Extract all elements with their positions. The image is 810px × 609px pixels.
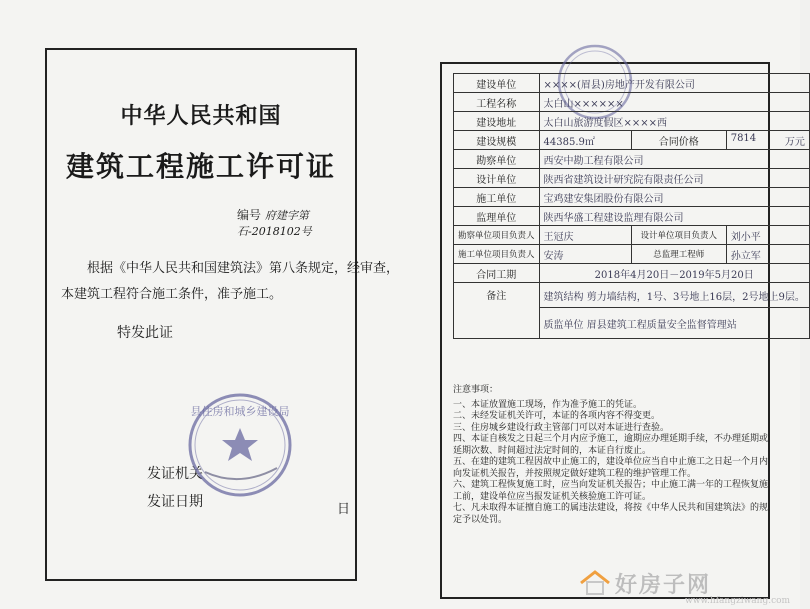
permit-number-label: 编号: [237, 208, 262, 222]
row-value: ××××(眉县)房地产开发有限公司: [539, 74, 809, 93]
day-char: 日: [337, 502, 351, 517]
permit-cover-frame: [45, 48, 400, 581]
note-item: 一、本证放置施工现场，作为准予施工的凭证。: [453, 399, 643, 410]
row-label: 建设地址: [454, 112, 540, 131]
house-logo-icon: [579, 570, 611, 596]
permit-body-line-2: 本建筑工程符合施工条件，准予施工。: [61, 287, 283, 302]
row-value: 陕西省建筑设计研究院有限责任公司: [539, 169, 809, 188]
table-row: [454, 264, 810, 283]
row-label: 工程名称: [454, 93, 540, 112]
watermark-url: www.hfangziwang.com: [685, 596, 791, 606]
row-value: 2018年4月20日－2019年5月20日: [539, 264, 809, 283]
table-row: [454, 283, 810, 308]
watermark-brand: 好房子网: [615, 572, 712, 598]
seal-text: 县住房和城乡建设局: [190, 405, 290, 418]
note-item: 六、建筑工程恢复施工时，应当向发证机关报告；中止施工满一年的工程恢复施工前，建设单位应当报发证机关核验施工许可证。: [453, 480, 769, 502]
contract-price-unit: 万元: [784, 136, 805, 148]
note-item: 五、在建的建筑工程因故中止施工的，建设单位应当自中止施工之日起一个月内向发证机关报告，并按照规定做好建筑工程的维护管理工作。: [453, 457, 769, 479]
permit-number: [237, 206, 355, 239]
row-label: 监理单位: [454, 207, 540, 226]
table-row: [454, 188, 810, 207]
row-value: 太白山××××××: [539, 93, 809, 112]
row-value-2: 孙立军: [726, 245, 809, 264]
table-row: [454, 226, 810, 245]
row-label: 施工单位: [454, 188, 540, 207]
row-label-2: 设计单位项目负责人: [631, 226, 726, 245]
row-value: 宝鸡建安集团股份有限公司: [539, 188, 809, 207]
row-label: 建设单位: [454, 74, 540, 93]
issuer-label: 发证机关: [147, 466, 203, 482]
special-issue-text: 特发此证: [117, 325, 173, 341]
note-item: 三、住房城乡建设行政主管部门可以对本证进行查验。: [453, 422, 670, 433]
contract-price-value: 7814: [730, 132, 757, 144]
note-item: 七、凡未取得本证擅自施工的属违法建设，将按《中华人民共和国建筑法》的规定予以处罚。: [453, 503, 769, 525]
permit-info-table: [453, 73, 810, 339]
row-label: 备注: [454, 283, 540, 339]
row-value: 西安中勘工程有限公司: [539, 150, 809, 169]
table-row: [454, 150, 810, 169]
row-label: 设计单位: [454, 169, 540, 188]
row-value-2: 刘小平: [726, 226, 809, 245]
permit-title: 建筑工程施工许可证: [65, 150, 336, 183]
row-label: 建设规模: [454, 131, 540, 150]
row-value-2: [726, 131, 809, 150]
table-row: [454, 245, 810, 264]
table-row: [454, 112, 810, 131]
official-seal-icon: [185, 390, 295, 500]
watermark: [615, 568, 791, 606]
note-item: 二、未经发证机关许可，本证的各项内容不得变更。: [453, 411, 661, 421]
issue-date-label: 发证日期: [147, 494, 203, 510]
row-label: 勘察单位项目负责人: [454, 226, 540, 245]
note-item: 四、本证自核发之日起三个月内应予施工，逾期应办理延期手续，不办理延期或延期次数、时间超过法定时间的，本证自行废止。: [453, 434, 769, 456]
row-value: 陕西华盛工程建设监理有限公司: [539, 207, 809, 226]
country-heading: 中华人民共和国: [120, 103, 282, 129]
table-row: [454, 207, 810, 226]
table-row: [454, 93, 810, 112]
notes-section: [453, 385, 773, 526]
table-row: [454, 74, 810, 93]
row-value: 建筑结构 剪力墙结构，1号、3号地上16层，2号地上9层。: [539, 283, 809, 308]
row-label: 勘察单位: [454, 150, 540, 169]
table-row: [454, 169, 810, 188]
notes-heading: 注意事项：: [453, 385, 499, 395]
row-value: 安涛: [539, 245, 631, 264]
permit-number-value: 府建字第石-2018102号: [237, 209, 312, 238]
row-value: 太白山旅游度假区××××西: [539, 112, 809, 131]
table-row: [454, 131, 810, 150]
row-label: 施工单位项目负责人: [454, 245, 540, 264]
permit-body-line-1: 根据《中华人民共和国建筑法》第八条规定，经审查，: [87, 261, 400, 276]
row-label-2: 总监理工程师: [631, 245, 726, 264]
row-label: 合同工期: [454, 264, 540, 283]
row-value: 44385.9㎡: [539, 131, 631, 150]
row-value: 王冠庆: [539, 226, 631, 245]
row-value: 质监单位 眉县建筑工程质量安全监督管理站: [539, 308, 809, 339]
row-label-2: 合同价格: [631, 131, 726, 150]
